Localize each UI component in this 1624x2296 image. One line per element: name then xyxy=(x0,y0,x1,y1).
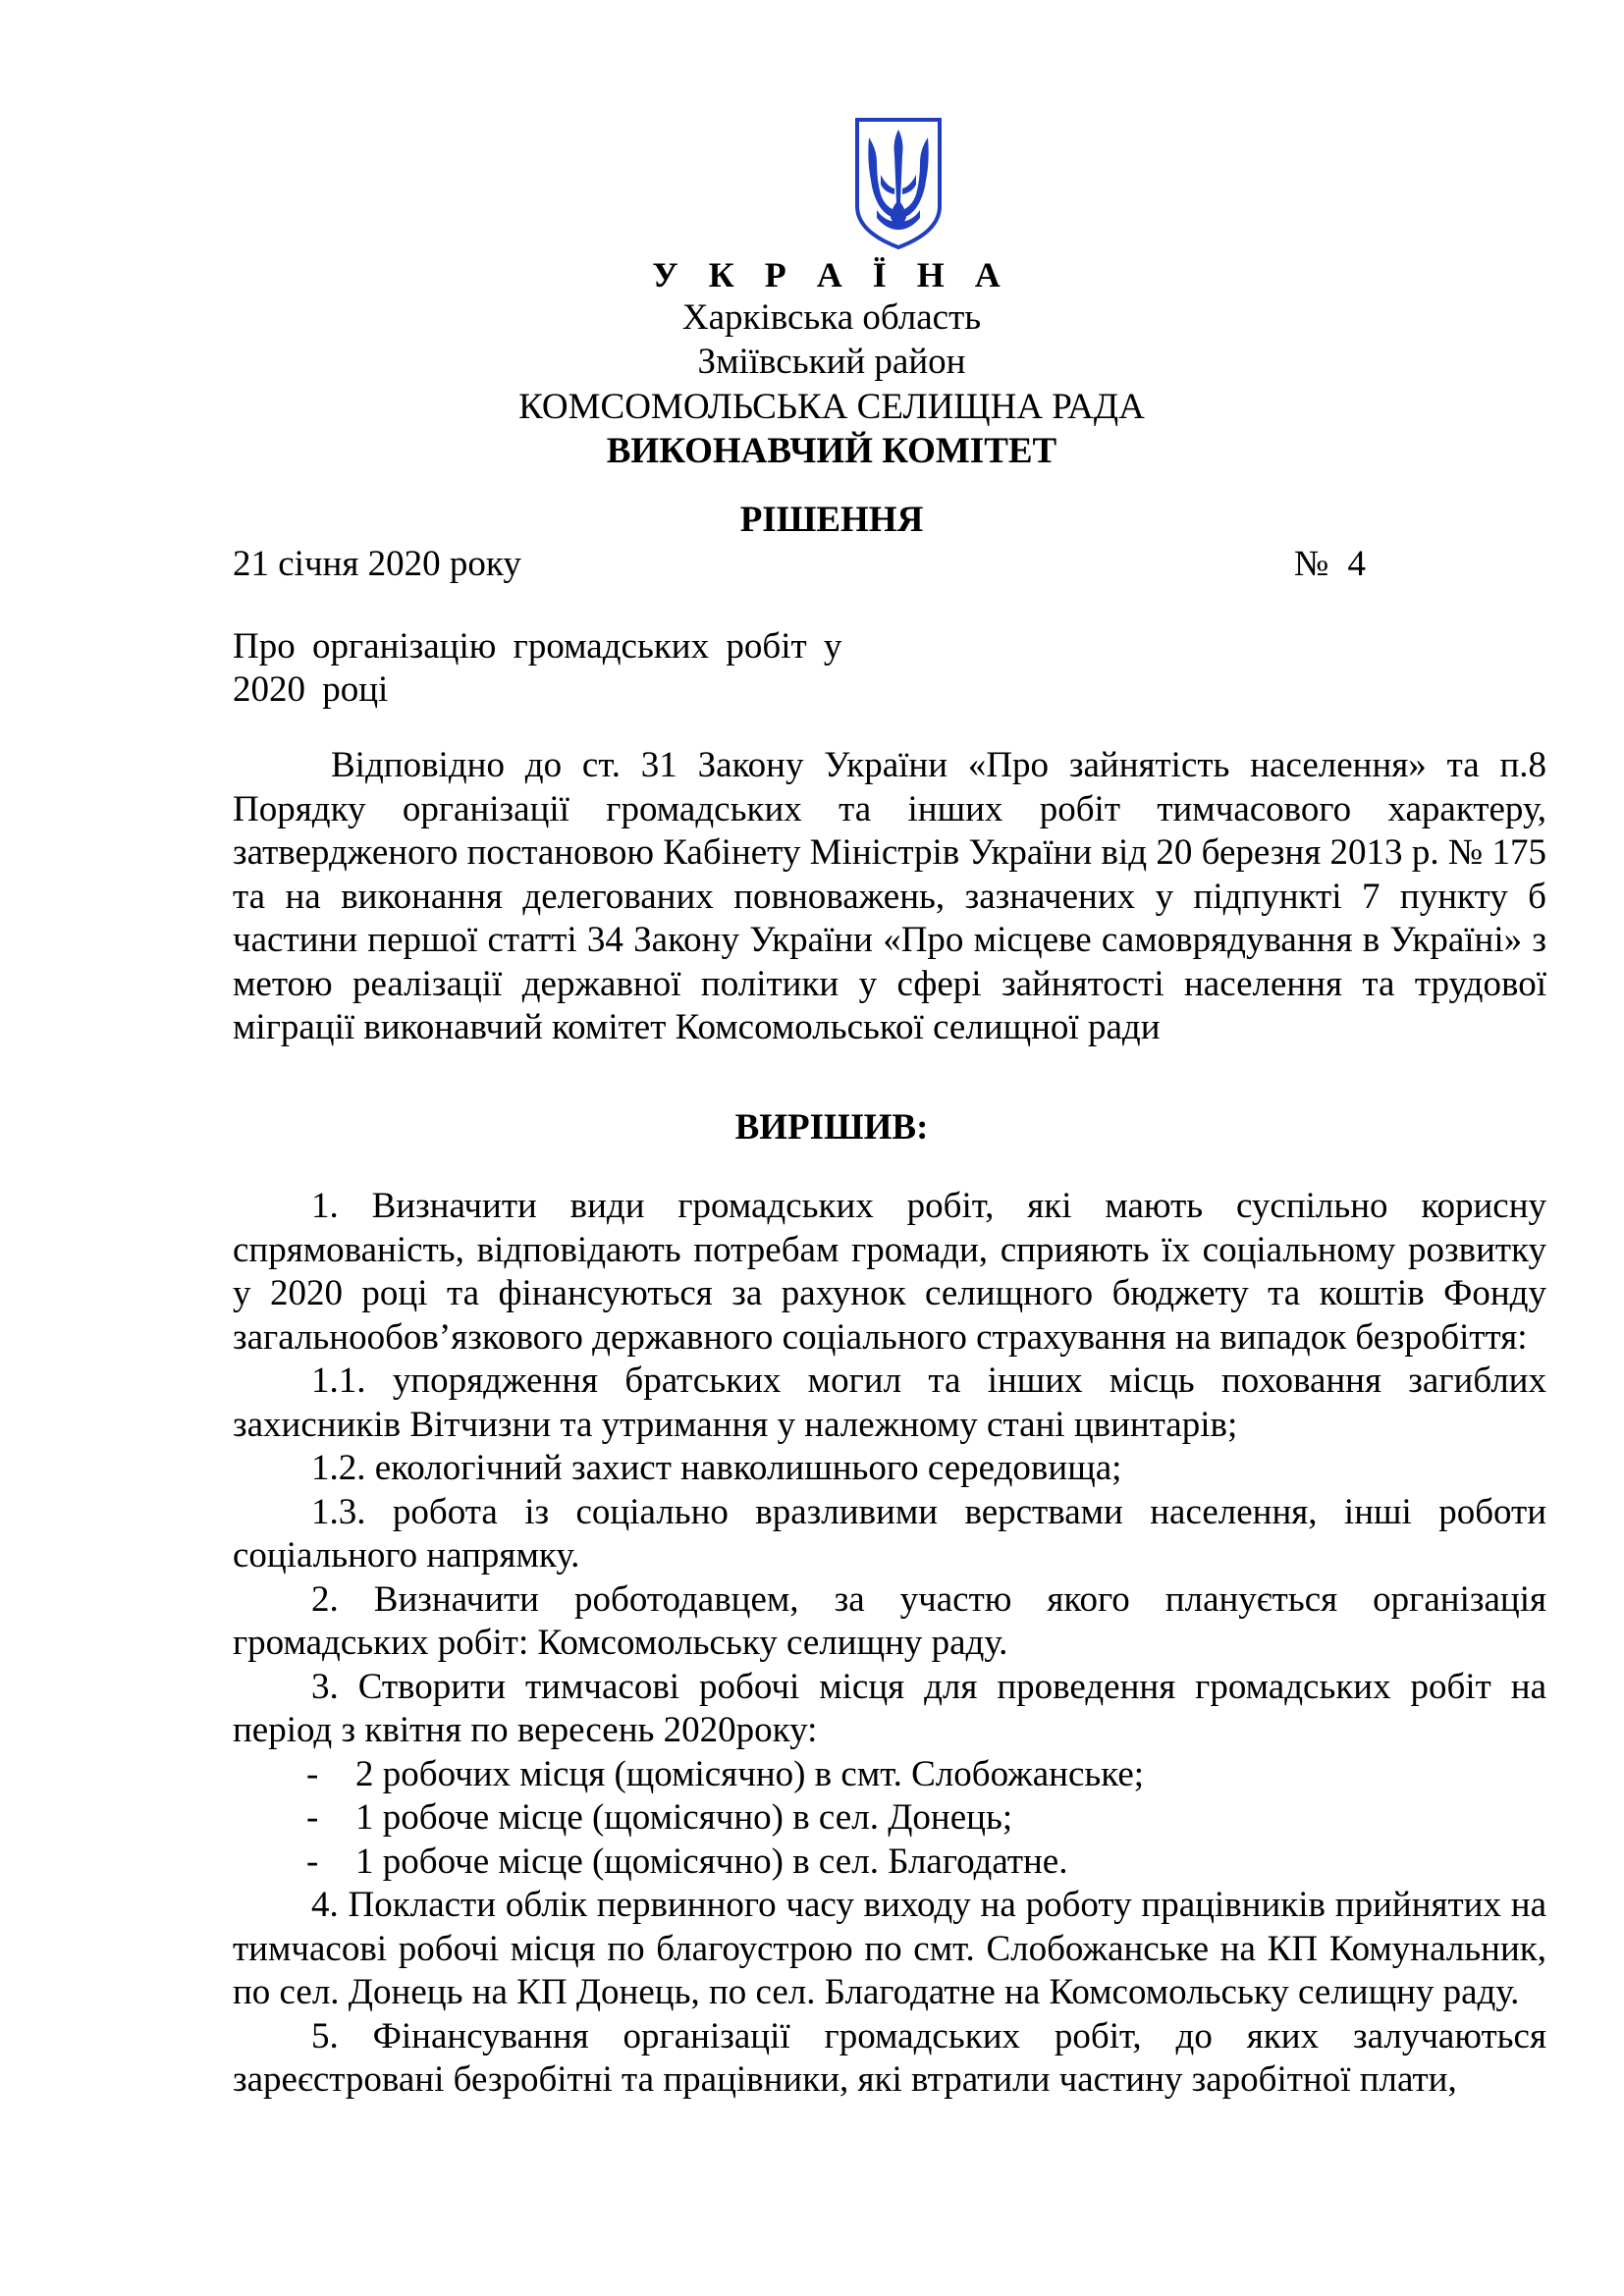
document-subject xyxy=(233,625,900,712)
document-number: № 4 xyxy=(1294,544,1367,584)
list-item xyxy=(233,1841,1546,1885)
trident-icon xyxy=(851,116,946,251)
list-item-text: 1 робоче місце (щомісячно) в сел. Донець; xyxy=(355,1797,1013,1838)
subject-line: 2020 році xyxy=(233,669,389,710)
list-item xyxy=(233,1796,1546,1841)
decision-item: 2. Визначити роботодавцем, за участю якого планується організація громадських робіт: Комсомольську селищну раду. xyxy=(233,1578,1546,1663)
decision-item: 5. Фінансування організації громадських робіт, до яких залучаються зареєстровані безробітні та працівники, які втратили частину заробітної плати, xyxy=(233,2015,1546,2100)
decision-item: 3. Створити тимчасові робочі місця для проведення громадських робіт на період з квітня по вересень 2020року: xyxy=(233,1666,1546,1750)
resolved-heading: ВИРІШИВ: xyxy=(734,1107,929,1148)
subject-line: Про організацію громадських робіт у xyxy=(233,626,842,667)
country-name: У К Р А Ї Н А xyxy=(652,255,1011,294)
document-type: РІШЕННЯ xyxy=(739,500,924,540)
dash-marker: - xyxy=(306,1841,319,1882)
region-name: Харківська область xyxy=(681,297,982,338)
dash-marker: - xyxy=(306,1753,319,1794)
decision-subitem: 1.1. упорядження братських могил та інших місць поховання загиблих захисників Вітчизни та утримання у належному стані цвинтарів; xyxy=(233,1361,1546,1445)
list-item-text: 2 робочих місця (щомісячно) в смт. Слобожанське; xyxy=(355,1753,1145,1794)
decision-item: 1. Визначити види громадських робіт, які мають суспільно корисну спрямованість, відповідають потребам громади, сприяють їх соціальному розвитку у 2020 році та фінансуються за рахунок селищного бюджету та коштів Фонду загальнообов’язкового державного соціального страхування на випадок безробіття: xyxy=(233,1186,1546,1358)
decision-item: 4. Покласти облік первинного часу виходу на роботу працівників прийнятих на тимчасові робочі місця по благоустрою по смт. Слобожанське на КП Комунальник, по сел. Донець на КП Донець, по сел. Благодатне на Комсомольську селищну раду. xyxy=(233,1885,1546,2012)
list-item-text: 1 робоче місце (щомісячно) в сел. Благодатне. xyxy=(355,1841,1068,1882)
committee-name: ВИКОНАВЧИЙ КОМІТЕТ xyxy=(606,431,1057,471)
dash-marker: - xyxy=(306,1797,319,1838)
decision-items xyxy=(233,1185,1546,2103)
preamble-paragraph: Відповідно до ст. 31 Закону України «Про зайнятість населення» та п.8 Порядку організації громадських та інших робіт тимчасового характеру, затвердженого постановою Кабінету Міністрів України від 20 березня 2013 р. № 175 та на виконання делегованих повноважень, зазначених у підпункті 7 пункту б частини першої статті 34 Закону України «Про місцеве самоврядування в Україні» з метою реалізації державної політики у сфері зайнятості населення та трудової міграції виконавчий комітет Комсомольської селищної ради xyxy=(233,745,1546,1047)
list-item xyxy=(233,1753,1546,1797)
document-date: 21 січня 2020 року xyxy=(233,544,521,584)
decision-subitem: 1.3. робота із соціально вразливими верствами населення, інші роботи соціального напрямку. xyxy=(233,1491,1546,1575)
council-name: КОМСОМОЛЬСЬКА СЕЛИЩНА РАДА xyxy=(518,387,1145,427)
decision-subitem: 1.2. екологічний захист навколишнього середовища; xyxy=(311,1448,1122,1488)
district-name: Зміївський район xyxy=(697,342,966,382)
